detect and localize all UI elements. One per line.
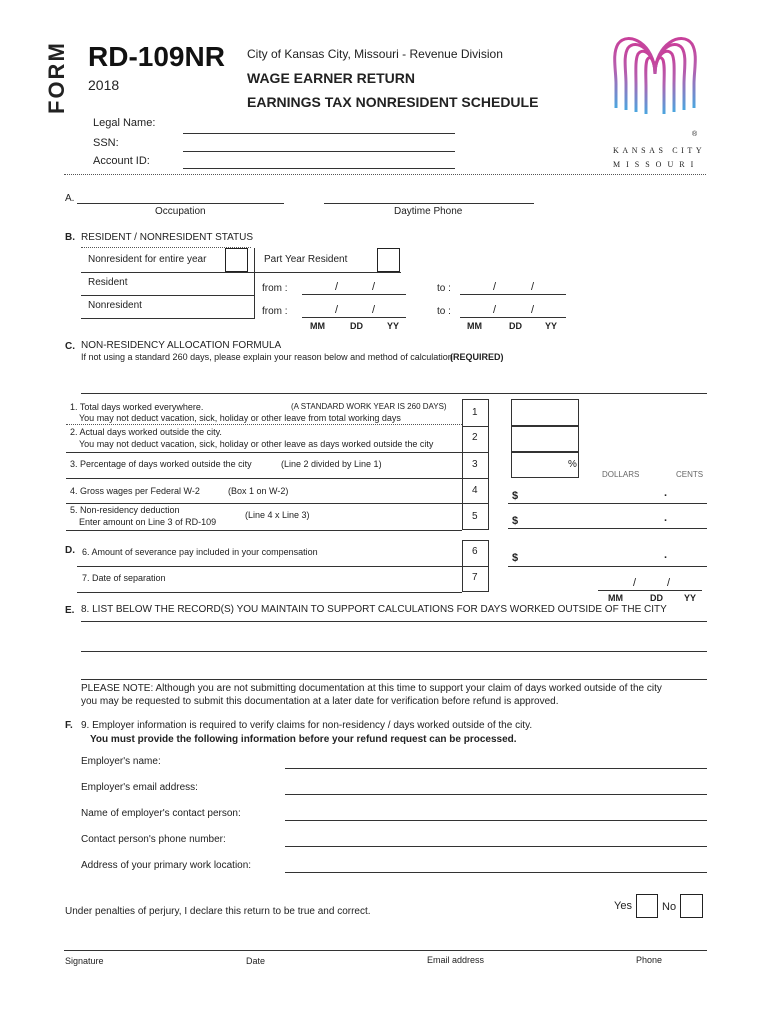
contact-name-label: Name of employer's contact person: (81, 808, 241, 819)
section-c-required: (REQUIRED) (450, 352, 504, 362)
daytime-phone-input[interactable] (324, 203, 534, 204)
number-divider (462, 503, 489, 504)
section-c-letter: C. (65, 341, 75, 352)
line-1-standard-note: (A STANDARD WORK YEAR IS 260 DAYS) (291, 402, 447, 411)
nonresident-to-label: to : (437, 306, 451, 317)
date-slash: / (335, 281, 339, 293)
yy-label: YY (684, 593, 697, 603)
line-6-amount-input[interactable] (508, 566, 707, 567)
date-slash: / (372, 281, 376, 293)
nonresident-entire-year-checkbox[interactable] (225, 248, 248, 272)
line-9-requirement: You must provide the following information before your refund request can be processed. (90, 734, 517, 745)
line-5-decimal: . (664, 512, 668, 524)
mm-label: MM (608, 593, 623, 603)
section-d-letter: D. (65, 545, 75, 556)
line-4-note: (Box 1 on W-2) (228, 486, 289, 496)
mm-label: MM (310, 321, 325, 331)
occupation-input[interactable] (77, 203, 284, 204)
part-year-rule (81, 272, 401, 273)
contact-phone-input[interactable] (285, 846, 707, 847)
line-7-rule (77, 592, 462, 593)
phone-label: Phone (636, 955, 663, 965)
ssn-label: SSN: (93, 137, 119, 149)
section-e-title: 8. LIST BELOW THE RECORD(S) YOU MAINTAIN TO SUPPORT CALCULATIONS FOR DAYS WORKED OUTSIDE OF THE CITY (81, 604, 667, 615)
contact-phone-label: Contact person's phone number: (81, 834, 226, 845)
percent-sign: % (568, 459, 577, 470)
nonresident-to-date-input[interactable] (460, 317, 566, 318)
nonresident-label: Nonresident (88, 300, 142, 311)
resident-label: Resident (88, 277, 128, 288)
date-slash: / (531, 304, 535, 316)
resident-from-date-input[interactable] (302, 294, 406, 295)
date-label: Date (246, 956, 266, 966)
number-divider (462, 426, 489, 427)
records-input-2[interactable] (81, 651, 707, 652)
email-label: Email address (427, 955, 485, 965)
issuer-name: City of Kansas City, Missouri - Revenue Division (247, 47, 503, 61)
section-f-letter: F. (65, 720, 73, 731)
nonresident-entire-year-label: Nonresident for entire year (88, 254, 207, 265)
date-slash: / (335, 304, 339, 316)
signature-label: Signature (65, 956, 104, 966)
line-5-dollar-sign: $ (512, 515, 519, 527)
section-e-note-line2: you may be requested to submit this documentation at a later date for verification before refund is approved. (81, 696, 559, 707)
line-3-rule (66, 478, 462, 479)
number-divider (462, 566, 489, 567)
header-divider (64, 174, 706, 175)
separation-date-slash: / (633, 577, 637, 589)
date-slash: / (493, 281, 497, 293)
line-6-decimal: . (664, 549, 668, 561)
account-id-label: Account ID: (93, 155, 150, 167)
records-input-1[interactable] (81, 621, 707, 622)
records-input-3[interactable] (81, 679, 707, 680)
legal-name-label: Legal Name: (93, 117, 156, 129)
ssn-input[interactable] (183, 151, 455, 152)
yes-label: Yes (614, 900, 632, 912)
resident-from-label: from : (262, 283, 288, 294)
line-7-label: 7. Date of separation (82, 573, 166, 583)
form-title-line1: WAGE EARNER RETURN (247, 70, 416, 86)
resident-to-date-input[interactable] (460, 294, 566, 295)
dd-label: DD (350, 321, 363, 331)
logo-text-line2: MISSOURI (613, 160, 700, 169)
line-6-label: 6. Amount of severance pay included in your compensation (82, 547, 318, 557)
line-3-label: 3. Percentage of days worked outside the city (70, 459, 252, 469)
section-c-title: NON-RESIDENCY ALLOCATION FORMULA (81, 340, 282, 351)
line-number-1: 1 (472, 407, 478, 418)
logo-registered-mark: ® (692, 131, 698, 138)
section-e-note-line1: PLEASE NOTE: Although you are not submitting documentation at this time to support your claim of days worked outside of the city (81, 683, 662, 694)
cents-header: CENTS (676, 470, 704, 479)
nonresident-row-rule (81, 318, 255, 319)
legal-name-input[interactable] (183, 133, 455, 134)
line-4-decimal: . (664, 487, 668, 499)
no-label: No (662, 901, 677, 913)
dd-label: DD (509, 321, 522, 331)
signature-line[interactable] (64, 950, 707, 951)
occupation-label: Occupation (155, 206, 206, 217)
date-slash: / (531, 281, 535, 293)
section-b-divider (254, 248, 255, 318)
line-3-note: (Line 2 divided by Line 1) (281, 459, 382, 469)
resident-to-label: to : (437, 283, 451, 294)
form-word: FORM (44, 41, 69, 114)
line-4-dollar-sign: $ (512, 490, 519, 502)
separation-date-input[interactable] (598, 590, 702, 591)
work-address-input[interactable] (285, 872, 707, 873)
resident-row-rule (81, 295, 255, 296)
kansas-city-fountain-logo-icon (608, 24, 702, 136)
number-divider (462, 478, 489, 479)
form-title-line2: EARNINGS TAX NONRESIDENT SCHEDULE (247, 94, 539, 110)
section-b-letter: B. (65, 232, 75, 243)
employer-name-input[interactable] (285, 768, 707, 769)
logo-text-line1: KANSAS CITY (613, 146, 706, 155)
date-slash: / (493, 304, 497, 316)
section-e-letter: E. (65, 605, 75, 616)
form-number: RD-109NR (88, 41, 225, 72)
line-1-input[interactable] (511, 399, 579, 426)
form-year: 2018 (88, 77, 120, 93)
line-4-rule (66, 503, 462, 504)
line-1-label: 1. Total days worked everywhere. (70, 402, 204, 412)
line-2-note: You may not deduct vacation, sick, holiday or other leave as days worked outside the city (79, 439, 434, 449)
daytime-phone-label: Daytime Phone (394, 206, 463, 217)
employer-name-label: Employer's name: (81, 756, 161, 767)
line-number-6: 6 (472, 546, 478, 557)
line-9-label: 9. Employer information is required to verify claims for non-residency / days worked outside of the city. (81, 720, 533, 731)
line-5-rule (66, 530, 462, 531)
work-address-label: Address of your primary work location: (81, 860, 252, 871)
line-4-amount-input[interactable] (508, 503, 707, 504)
contact-name-input[interactable] (285, 820, 707, 821)
no-checkbox[interactable] (680, 894, 703, 918)
dollars-header: DOLLARS (602, 470, 640, 479)
line-number-5: 5 (472, 511, 478, 522)
line-2-input[interactable] (511, 426, 579, 452)
line-2-label: 2. Actual days worked outside the city. (70, 427, 222, 437)
line-5-amount-input[interactable] (508, 528, 707, 529)
mm-label: MM (467, 321, 482, 331)
line-5-instruction: Enter amount on Line 3 of RD-109 (79, 517, 217, 527)
employer-email-label: Employer's email address: (81, 782, 198, 793)
section-a-letter: A. (65, 193, 75, 204)
section-b-title: RESIDENT / NONRESIDENT STATUS (81, 232, 254, 243)
line-number-2: 2 (472, 432, 478, 443)
line-1-note: You may not deduct vacation, sick, holiday or other leave from total working days (79, 413, 401, 423)
explanation-input[interactable] (81, 393, 707, 394)
part-year-resident-label: Part Year Resident (264, 254, 348, 265)
nonresident-from-label: from : (262, 306, 288, 317)
line-number-4: 4 (472, 485, 478, 496)
line-5-note: (Line 4 x Line 3) (245, 510, 310, 520)
section-c-note: If not using a standard 260 days, please explain your reason below and method of calculation (81, 352, 453, 362)
perjury-statement: Under penalties of perjury, I declare this return to be true and correct. (65, 906, 371, 917)
number-divider (462, 452, 489, 453)
dd-label: DD (650, 593, 663, 603)
employer-email-input[interactable] (285, 794, 707, 795)
part-year-resident-checkbox[interactable] (377, 248, 400, 272)
line-number-7: 7 (472, 572, 478, 583)
yes-checkbox[interactable] (636, 894, 658, 918)
nonresident-from-date-input[interactable] (302, 317, 406, 318)
line-6-rule (77, 566, 462, 567)
line-1-rule (66, 424, 462, 425)
account-id-input[interactable] (183, 168, 455, 169)
yy-label: YY (387, 321, 400, 331)
line-4-label: 4. Gross wages per Federal W-2 (70, 486, 200, 496)
date-slash: / (372, 304, 376, 316)
line-2-rule (66, 452, 462, 453)
line-number-3: 3 (472, 459, 478, 470)
line-5-label: 5. Non-residency deduction (70, 505, 180, 515)
separation-date-slash: / (667, 577, 671, 589)
line-6-dollar-sign: $ (512, 552, 519, 564)
yy-label: YY (545, 321, 558, 331)
